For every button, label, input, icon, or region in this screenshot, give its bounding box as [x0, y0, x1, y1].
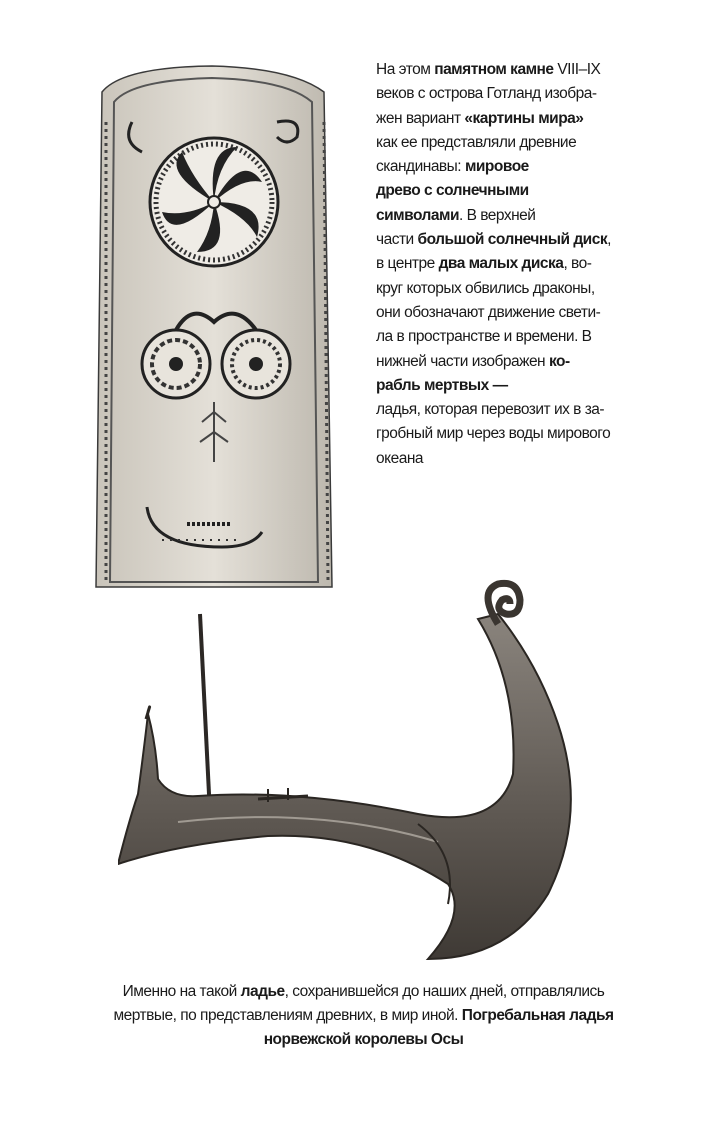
caption-line: они обозначают движение свети-: [376, 303, 601, 321]
caption-line: нижней части изображен ко-: [376, 352, 570, 370]
ship-caption: [40, 980, 687, 1052]
caption-line: как ее представляли древние: [376, 133, 577, 151]
caption-line: веков с острова Готланд изобра-: [376, 85, 597, 103]
caption-line: скандинавы: мировое: [376, 158, 529, 176]
gotland-picture-stone-image: [92, 62, 338, 592]
caption-line: ладья, которая перевозит их в за-: [376, 401, 605, 419]
caption-line: океана: [376, 449, 423, 467]
caption-line: гробный мир через воды мирового: [376, 425, 611, 443]
stone-caption: [376, 58, 706, 471]
caption-line: ла в пространстве и времени. В: [376, 328, 592, 346]
caption-line: На этом памятном камне VIII–IX: [376, 61, 601, 78]
caption-line: мертвые, по представлениям древних, в мир иной. Погребальная ладья: [113, 1007, 614, 1024]
caption-line: части большой солнечный диск,: [376, 231, 611, 249]
caption-line: рабль мертвых —: [376, 376, 508, 394]
caption-line: в центре два малых диска, во-: [376, 255, 592, 273]
caption-line: древо с солнечными: [376, 182, 529, 200]
caption-line: Именно на такой ладье, сохранившейся до наших дней, отправлялись: [122, 983, 605, 1000]
caption-line: символами. В верхней: [376, 206, 536, 224]
caption-line: круг которых обвились драконы,: [376, 279, 595, 297]
caption-line: жен вариант «картины мира»: [376, 109, 584, 127]
oseberg-ship-image: [118, 574, 638, 974]
caption-line: норвежской королевы Осы: [263, 1031, 464, 1048]
